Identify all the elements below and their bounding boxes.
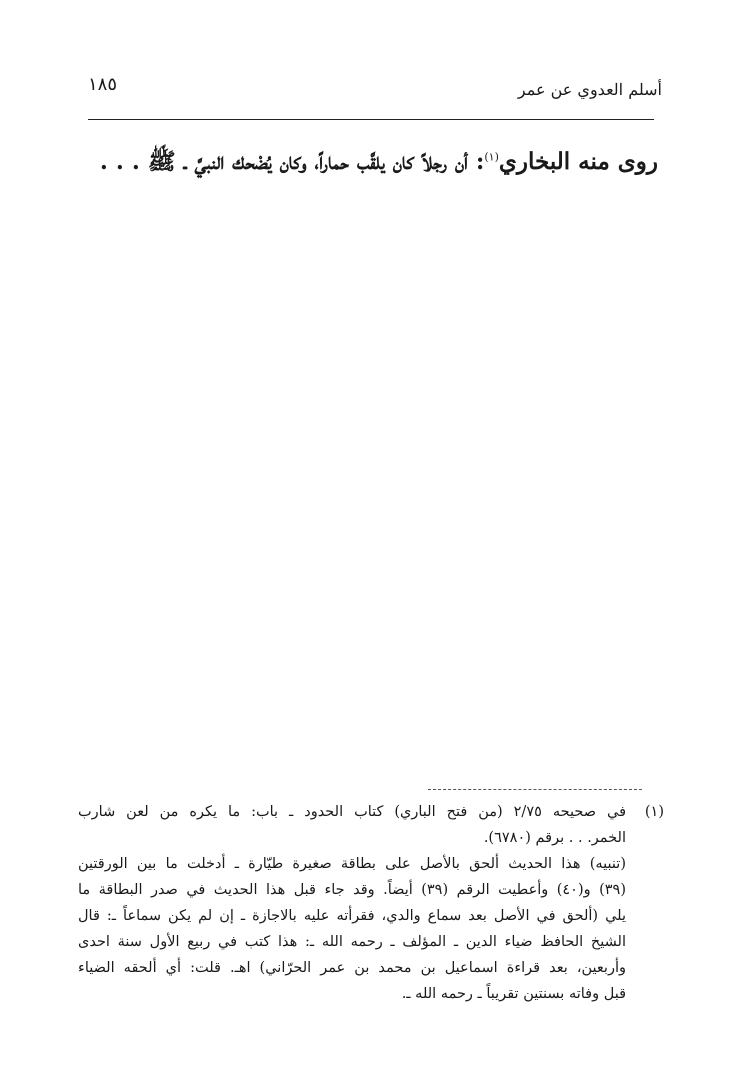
- running-header-title: أسلم العدوي عن عمر: [517, 80, 662, 99]
- footnote-line: يلي (ألحق في الأصل بعد سماع والدي، فقرأته عليه بالاجازة ـ إن لم يكن سماعاً ـ: قال: [78, 908, 626, 924]
- footnote-line: (تنبيه) هذا الحديث ألحق بالأصل على بطاقة صغيرة طيّارة ـ أدخلت ما بين الورقتين: [78, 856, 626, 872]
- footnotes-section: [78, 799, 664, 1007]
- footnote-line: قبل وفاته بسنتين تقريباً ـ رحمه الله ـ.: [401, 986, 626, 1002]
- footnote-separator: [428, 789, 642, 790]
- header-rule: [88, 119, 654, 120]
- footnote-number: (١): [644, 804, 664, 820]
- footnote-item: [78, 799, 664, 1007]
- main-text: [78, 137, 658, 187]
- footnote-line: الشيخ الحافظ ضياء الدين ـ المؤلف ـ رحمه الله ـ: هذا كتب في ربيع الأول سنة احدى: [78, 934, 626, 950]
- footnote-line: (٣٩) و(٤٠) وأعطيت الرقم (٣٩) أيضاً. وقد جاء قبل هذا الحديث في صدر البطاقة ما: [78, 882, 626, 898]
- footnote-line: الخمر. . . برقم (٦٧٨٠).: [483, 830, 626, 846]
- main-text-part-2: : أن رجلاً كان يلقَّب حماراً، وكان يُضْحك النبيَّ ـ ﷺ . . .: [99, 148, 485, 175]
- page-number: ١٨٥: [88, 74, 118, 95]
- footnote-line: وأربعين، بعد قراءة اسماعيل بن محمد بن عمر الحرّاني) اهـ. قلت: أي ألحقه الضياء: [78, 960, 626, 976]
- footnote-marker[interactable]: (١): [484, 150, 499, 164]
- footnote-line: في صحيحه ٢/٧٥ (من فتح الباري) كتاب الحدود ـ باب: ما يكره من لعن شارب: [78, 804, 626, 820]
- main-text-part-1: روى منه البخاري: [498, 148, 658, 175]
- footnote-body: [78, 799, 626, 1007]
